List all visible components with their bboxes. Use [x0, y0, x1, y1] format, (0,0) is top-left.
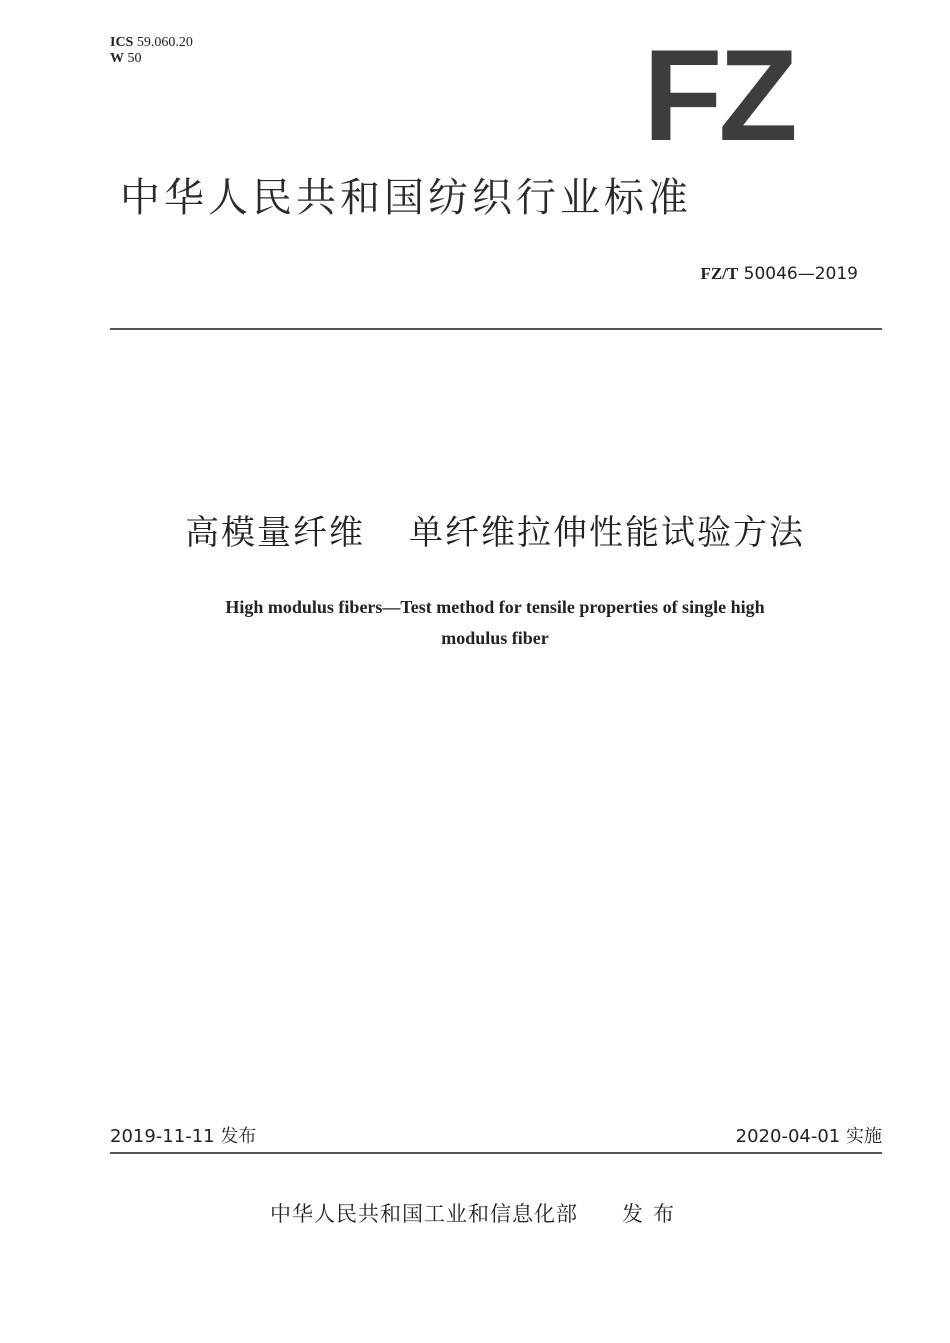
publisher-line [270, 1198, 684, 1228]
standard-number-prefix: FZ/T [700, 264, 739, 283]
footer-divider [110, 1152, 882, 1154]
standard-type-title: 中华人民共和国纺织行业标准 [120, 175, 692, 221]
chinese-title-part1: 高模量纤维 [185, 513, 365, 553]
english-title [130, 592, 860, 654]
implementation-date: 2020-04-01 实施 [735, 1126, 882, 1147]
class-code: 50 [127, 51, 142, 66]
standard-number-value: 50046—2019 [743, 264, 858, 284]
ics-line [110, 35, 193, 51]
english-title-line1: High modulus fibers—Test method for tensile properties of single high [225, 597, 765, 617]
ics-label: ICS [110, 35, 134, 50]
chinese-title-part2: 单纤维拉伸性能试验方法 [409, 513, 805, 553]
ics-classification [110, 35, 193, 67]
publisher-name: 中华人民共和国工业和信息化部 [270, 1202, 578, 1226]
standard-number [700, 264, 858, 284]
issue-date: 2019-11-11 发布 [110, 1126, 257, 1147]
english-title-line2: modulus fiber [441, 628, 549, 648]
class-line [110, 51, 193, 67]
chinese-title [0, 510, 950, 556]
ics-code: 59.060.20 [136, 35, 193, 50]
class-label: W [110, 51, 124, 66]
publish-action: 发布 [622, 1202, 684, 1226]
header-divider [110, 328, 882, 330]
fz-logo: FZ [643, 22, 794, 168]
